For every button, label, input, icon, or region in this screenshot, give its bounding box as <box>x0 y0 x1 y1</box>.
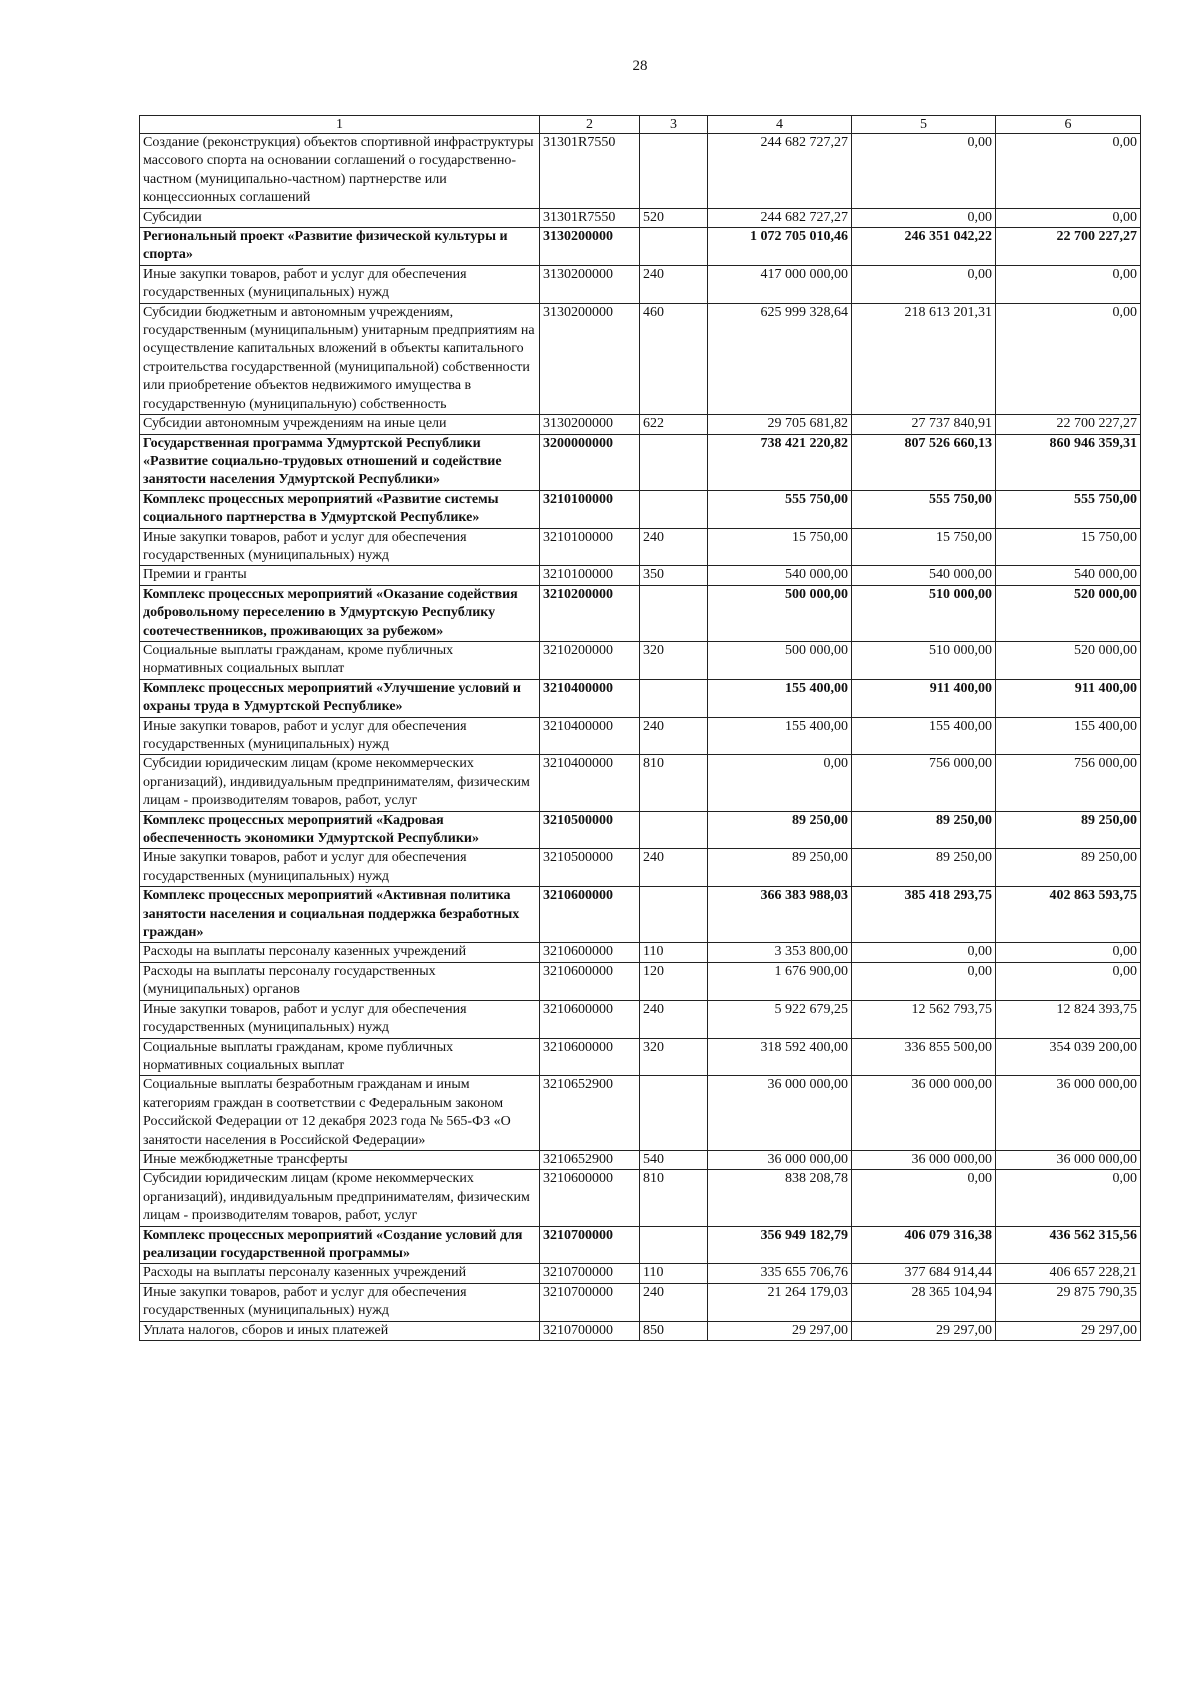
row-name-cell: Расходы на выплаты персоналу казенных учреждений <box>140 943 540 962</box>
expense-type-code-cell <box>640 1226 708 1264</box>
amount-col4-cell: 29 705 681,82 <box>708 415 852 434</box>
expense-type-code-cell: 240 <box>640 528 708 566</box>
row-name-cell: Субсидии юридическим лицам (кроме некоммерческих организаций), индивидуальным предпринимателям, физическим лицам - производителям товаров, работ, услуг <box>140 755 540 811</box>
table-row <box>140 1226 1141 1264</box>
amount-col5-cell: 385 418 293,75 <box>852 887 996 943</box>
expense-type-code-cell <box>640 679 708 717</box>
target-article-code-cell: 31301R7550 <box>540 134 640 209</box>
amount-col5-cell: 12 562 793,75 <box>852 1000 996 1038</box>
amount-col6-cell: 15 750,00 <box>996 528 1141 566</box>
amount-col4-cell: 555 750,00 <box>708 490 852 528</box>
row-name-cell: Иные закупки товаров, работ и услуг для обеспечения государственных (муниципальных) нужд <box>140 265 540 303</box>
amount-col4-cell: 500 000,00 <box>708 641 852 679</box>
amount-col4-cell: 738 421 220,82 <box>708 434 852 490</box>
table-body <box>140 134 1141 1341</box>
amount-col4-cell: 1 676 900,00 <box>708 962 852 1000</box>
target-article-code-cell: 3210200000 <box>540 585 640 641</box>
target-article-code-cell: 3210600000 <box>540 1038 640 1076</box>
target-article-code-cell: 3210700000 <box>540 1264 640 1283</box>
target-article-code-cell: 3210600000 <box>540 962 640 1000</box>
amount-col5-cell: 89 250,00 <box>852 811 996 849</box>
amount-col5-cell: 0,00 <box>852 943 996 962</box>
row-name-cell: Расходы на выплаты персоналу казенных учреждений <box>140 1264 540 1283</box>
amount-col5-cell: 89 250,00 <box>852 849 996 887</box>
target-article-code-cell: 3210500000 <box>540 849 640 887</box>
amount-col6-cell: 911 400,00 <box>996 679 1141 717</box>
expense-type-code-cell: 240 <box>640 1000 708 1038</box>
target-article-code-cell: 3210400000 <box>540 717 640 755</box>
amount-col6-cell: 756 000,00 <box>996 755 1141 811</box>
expense-type-code-cell: 850 <box>640 1321 708 1340</box>
row-name-cell: Субсидии автономным учреждениям на иные цели <box>140 415 540 434</box>
amount-col6-cell: 0,00 <box>996 943 1141 962</box>
amount-col6-cell: 0,00 <box>996 1170 1141 1226</box>
row-name-cell: Иные закупки товаров, работ и услуг для обеспечения государственных (муниципальных) нужд <box>140 849 540 887</box>
target-article-code-cell: 3210600000 <box>540 887 640 943</box>
amount-col6-cell: 436 562 315,56 <box>996 1226 1141 1264</box>
row-name-cell: Социальные выплаты безработным гражданам и иным категориям граждан в соответствии с Федеральным законом Российской Федерации от 12 декабря 2023 года № 565-ФЗ «О занятости населения в Российской Федерации» <box>140 1076 540 1151</box>
row-name-cell: Расходы на выплаты персоналу государственных (муниципальных) органов <box>140 962 540 1000</box>
expense-type-code-cell: 120 <box>640 962 708 1000</box>
row-name-cell: Создание (реконструкция) объектов спортивной инфраструктуры массового спорта на основании соглашений о государственно-частном (муниципально-частном) партнерстве или концессионных соглашений <box>140 134 540 209</box>
row-name-cell: Комплекс процессных мероприятий «Создание условий для реализации государственной программы» <box>140 1226 540 1264</box>
amount-col4-cell: 36 000 000,00 <box>708 1076 852 1151</box>
expense-type-code-cell: 110 <box>640 943 708 962</box>
expense-type-code-cell <box>640 490 708 528</box>
table-row <box>140 1283 1141 1321</box>
table-row <box>140 717 1141 755</box>
amount-col4-cell: 89 250,00 <box>708 849 852 887</box>
table-row <box>140 679 1141 717</box>
target-article-code-cell: 3200000000 <box>540 434 640 490</box>
expense-type-code-cell <box>640 434 708 490</box>
amount-col6-cell: 555 750,00 <box>996 490 1141 528</box>
amount-col5-cell: 0,00 <box>852 962 996 1000</box>
table-row <box>140 1321 1141 1340</box>
amount-col5-cell: 27 737 840,91 <box>852 415 996 434</box>
amount-col5-cell: 807 526 660,13 <box>852 434 996 490</box>
amount-col6-cell: 520 000,00 <box>996 585 1141 641</box>
row-name-cell: Комплекс процессных мероприятий «Развитие системы социального партнерства в Удмуртской Республике» <box>140 490 540 528</box>
row-name-cell: Субсидии <box>140 208 540 227</box>
amount-col6-cell: 29 875 790,35 <box>996 1283 1141 1321</box>
amount-col6-cell: 354 039 200,00 <box>996 1038 1141 1076</box>
amount-col6-cell: 540 000,00 <box>996 566 1141 585</box>
budget-table <box>139 115 1141 1341</box>
table-header-row <box>140 116 1141 134</box>
expense-type-code-cell <box>640 887 708 943</box>
table-row <box>140 1150 1141 1169</box>
amount-col6-cell: 0,00 <box>996 265 1141 303</box>
target-article-code-cell: 3130200000 <box>540 303 640 414</box>
amount-col4-cell: 155 400,00 <box>708 717 852 755</box>
amount-col5-cell: 756 000,00 <box>852 755 996 811</box>
target-article-code-cell: 3210500000 <box>540 811 640 849</box>
amount-col5-cell: 218 613 201,31 <box>852 303 996 414</box>
column-header: 5 <box>852 116 996 134</box>
amount-col4-cell: 244 682 727,27 <box>708 134 852 209</box>
amount-col4-cell: 1 072 705 010,46 <box>708 228 852 266</box>
row-name-cell: Иные закупки товаров, работ и услуг для обеспечения государственных (муниципальных) нужд <box>140 1283 540 1321</box>
row-name-cell: Комплекс процессных мероприятий «Улучшение условий и охраны труда в Удмуртской Республике» <box>140 679 540 717</box>
amount-col5-cell: 377 684 914,44 <box>852 1264 996 1283</box>
amount-col4-cell: 155 400,00 <box>708 679 852 717</box>
amount-col5-cell: 0,00 <box>852 208 996 227</box>
target-article-code-cell: 3210700000 <box>540 1226 640 1264</box>
expense-type-code-cell: 810 <box>640 1170 708 1226</box>
table-row <box>140 134 1141 209</box>
amount-col4-cell: 5 922 679,25 <box>708 1000 852 1038</box>
target-article-code-cell: 3210700000 <box>540 1283 640 1321</box>
amount-col6-cell: 0,00 <box>996 962 1141 1000</box>
amount-col4-cell: 500 000,00 <box>708 585 852 641</box>
table-row <box>140 1264 1141 1283</box>
expense-type-code-cell: 810 <box>640 755 708 811</box>
row-name-cell: Иные межбюджетные трансферты <box>140 1150 540 1169</box>
row-name-cell: Социальные выплаты гражданам, кроме публичных нормативных социальных выплат <box>140 641 540 679</box>
target-article-code-cell: 3210100000 <box>540 490 640 528</box>
amount-col6-cell: 36 000 000,00 <box>996 1076 1141 1151</box>
target-article-code-cell: 3210400000 <box>540 679 640 717</box>
target-article-code-cell: 3210600000 <box>540 943 640 962</box>
amount-col4-cell: 15 750,00 <box>708 528 852 566</box>
expense-type-code-cell: 540 <box>640 1150 708 1169</box>
table-row <box>140 943 1141 962</box>
expense-type-code-cell: 240 <box>640 717 708 755</box>
table-row <box>140 566 1141 585</box>
amount-col5-cell: 540 000,00 <box>852 566 996 585</box>
expense-type-code-cell: 460 <box>640 303 708 414</box>
amount-col5-cell: 0,00 <box>852 1170 996 1226</box>
amount-col5-cell: 911 400,00 <box>852 679 996 717</box>
amount-col5-cell: 336 855 500,00 <box>852 1038 996 1076</box>
target-article-code-cell: 31301R7550 <box>540 208 640 227</box>
expense-type-code-cell <box>640 228 708 266</box>
target-article-code-cell: 3210200000 <box>540 641 640 679</box>
table-row <box>140 490 1141 528</box>
expense-type-code-cell <box>640 585 708 641</box>
amount-col5-cell: 555 750,00 <box>852 490 996 528</box>
table-row <box>140 265 1141 303</box>
target-article-code-cell: 3130200000 <box>540 415 640 434</box>
amount-col5-cell: 36 000 000,00 <box>852 1150 996 1169</box>
expense-type-code-cell <box>640 1076 708 1151</box>
amount-col5-cell: 36 000 000,00 <box>852 1076 996 1151</box>
target-article-code-cell: 3130200000 <box>540 265 640 303</box>
amount-col5-cell: 510 000,00 <box>852 641 996 679</box>
amount-col5-cell: 28 365 104,94 <box>852 1283 996 1321</box>
target-article-code-cell: 3210652900 <box>540 1150 640 1169</box>
expense-type-code-cell: 320 <box>640 641 708 679</box>
row-name-cell: Иные закупки товаров, работ и услуг для обеспечения государственных (муниципальных) нужд <box>140 1000 540 1038</box>
table-row <box>140 1038 1141 1076</box>
amount-col6-cell: 860 946 359,31 <box>996 434 1141 490</box>
target-article-code-cell: 3210100000 <box>540 566 640 585</box>
table-row <box>140 434 1141 490</box>
column-header: 4 <box>708 116 852 134</box>
column-header: 6 <box>996 116 1141 134</box>
expense-type-code-cell: 350 <box>640 566 708 585</box>
table-row <box>140 811 1141 849</box>
expense-type-code-cell: 622 <box>640 415 708 434</box>
row-name-cell: Иные закупки товаров, работ и услуг для обеспечения государственных (муниципальных) нужд <box>140 528 540 566</box>
table-row <box>140 228 1141 266</box>
column-header: 2 <box>540 116 640 134</box>
amount-col6-cell: 22 700 227,27 <box>996 228 1141 266</box>
amount-col4-cell: 356 949 182,79 <box>708 1226 852 1264</box>
amount-col4-cell: 625 999 328,64 <box>708 303 852 414</box>
amount-col4-cell: 335 655 706,76 <box>708 1264 852 1283</box>
row-name-cell: Иные закупки товаров, работ и услуг для обеспечения государственных (муниципальных) нужд <box>140 717 540 755</box>
row-name-cell: Социальные выплаты гражданам, кроме публичных нормативных социальных выплат <box>140 1038 540 1076</box>
amount-col4-cell: 21 264 179,03 <box>708 1283 852 1321</box>
column-header: 3 <box>640 116 708 134</box>
amount-col6-cell: 402 863 593,75 <box>996 887 1141 943</box>
target-article-code-cell: 3210600000 <box>540 1000 640 1038</box>
row-name-cell: Комплекс процессных мероприятий «Кадровая обеспеченность экономики Удмуртской Республики» <box>140 811 540 849</box>
row-name-cell: Премии и гранты <box>140 566 540 585</box>
amount-col4-cell: 89 250,00 <box>708 811 852 849</box>
amount-col4-cell: 540 000,00 <box>708 566 852 585</box>
expense-type-code-cell: 520 <box>640 208 708 227</box>
amount-col6-cell: 0,00 <box>996 208 1141 227</box>
table-row <box>140 1170 1141 1226</box>
amount-col5-cell: 15 750,00 <box>852 528 996 566</box>
amount-col5-cell: 0,00 <box>852 134 996 209</box>
table-row <box>140 303 1141 414</box>
expense-type-code-cell: 240 <box>640 849 708 887</box>
amount-col4-cell: 29 297,00 <box>708 1321 852 1340</box>
table-row <box>140 962 1141 1000</box>
amount-col6-cell: 0,00 <box>996 303 1141 414</box>
expense-type-code-cell <box>640 811 708 849</box>
amount-col6-cell: 36 000 000,00 <box>996 1150 1141 1169</box>
amount-col4-cell: 36 000 000,00 <box>708 1150 852 1169</box>
table-row <box>140 1000 1141 1038</box>
row-name-cell: Региональный проект «Развитие физической культуры и спорта» <box>140 228 540 266</box>
row-name-cell: Уплата налогов, сборов и иных платежей <box>140 1321 540 1340</box>
expense-type-code-cell: 320 <box>640 1038 708 1076</box>
table-row <box>140 415 1141 434</box>
amount-col6-cell: 155 400,00 <box>996 717 1141 755</box>
amount-col5-cell: 406 079 316,38 <box>852 1226 996 1264</box>
expense-type-code-cell: 110 <box>640 1264 708 1283</box>
target-article-code-cell: 3210652900 <box>540 1076 640 1151</box>
amount-col5-cell: 510 000,00 <box>852 585 996 641</box>
amount-col6-cell: 89 250,00 <box>996 811 1141 849</box>
target-article-code-cell: 3210700000 <box>540 1321 640 1340</box>
row-name-cell: Субсидии юридическим лицам (кроме некоммерческих организаций), индивидуальным предпринимателям, физическим лицам - производителям товаров, работ, услуг <box>140 1170 540 1226</box>
amount-col6-cell: 520 000,00 <box>996 641 1141 679</box>
amount-col5-cell: 155 400,00 <box>852 717 996 755</box>
amount-col5-cell: 246 351 042,22 <box>852 228 996 266</box>
table-row <box>140 208 1141 227</box>
table-row <box>140 755 1141 811</box>
amount-col6-cell: 12 824 393,75 <box>996 1000 1141 1038</box>
target-article-code-cell: 3130200000 <box>540 228 640 266</box>
column-header: 1 <box>140 116 540 134</box>
row-name-cell: Государственная программа Удмуртской Республики «Развитие социально-трудовых отношений и содействие занятости населения Удмуртской Республики» <box>140 434 540 490</box>
target-article-code-cell: 3210400000 <box>540 755 640 811</box>
amount-col6-cell: 89 250,00 <box>996 849 1141 887</box>
target-article-code-cell: 3210600000 <box>540 1170 640 1226</box>
amount-col4-cell: 838 208,78 <box>708 1170 852 1226</box>
table-row <box>140 641 1141 679</box>
row-name-cell: Комплекс процессных мероприятий «Активная политика занятости населения и социальная поддержка безработных граждан» <box>140 887 540 943</box>
amount-col6-cell: 22 700 227,27 <box>996 415 1141 434</box>
amount-col5-cell: 0,00 <box>852 265 996 303</box>
amount-col4-cell: 318 592 400,00 <box>708 1038 852 1076</box>
target-article-code-cell: 3210100000 <box>540 528 640 566</box>
amount-col5-cell: 29 297,00 <box>852 1321 996 1340</box>
table-row <box>140 585 1141 641</box>
expense-type-code-cell: 240 <box>640 265 708 303</box>
row-name-cell: Субсидии бюджетным и автономным учреждениям, государственным (муниципальным) унитарным предприятиям на осуществление капитальных вложений в объекты капитального строительства государственной (муниципальной) собственности или приобретение объектов недвижимого имущества в государственную (муниципальную) собственность <box>140 303 540 414</box>
page-number: 28 <box>632 58 648 74</box>
expense-type-code-cell: 240 <box>640 1283 708 1321</box>
amount-col6-cell: 406 657 228,21 <box>996 1264 1141 1283</box>
amount-col4-cell: 366 383 988,03 <box>708 887 852 943</box>
table-row <box>140 1076 1141 1151</box>
amount-col4-cell: 3 353 800,00 <box>708 943 852 962</box>
amount-col4-cell: 0,00 <box>708 755 852 811</box>
amount-col6-cell: 29 297,00 <box>996 1321 1141 1340</box>
amount-col4-cell: 417 000 000,00 <box>708 265 852 303</box>
row-name-cell: Комплекс процессных мероприятий «Оказание содействия добровольному переселению в Удмуртскую Республику соотечественников, проживающих за рубежом» <box>140 585 540 641</box>
expense-type-code-cell <box>640 134 708 209</box>
table-row <box>140 528 1141 566</box>
amount-col4-cell: 244 682 727,27 <box>708 208 852 227</box>
table-row <box>140 849 1141 887</box>
table-row <box>140 887 1141 943</box>
amount-col6-cell: 0,00 <box>996 134 1141 209</box>
